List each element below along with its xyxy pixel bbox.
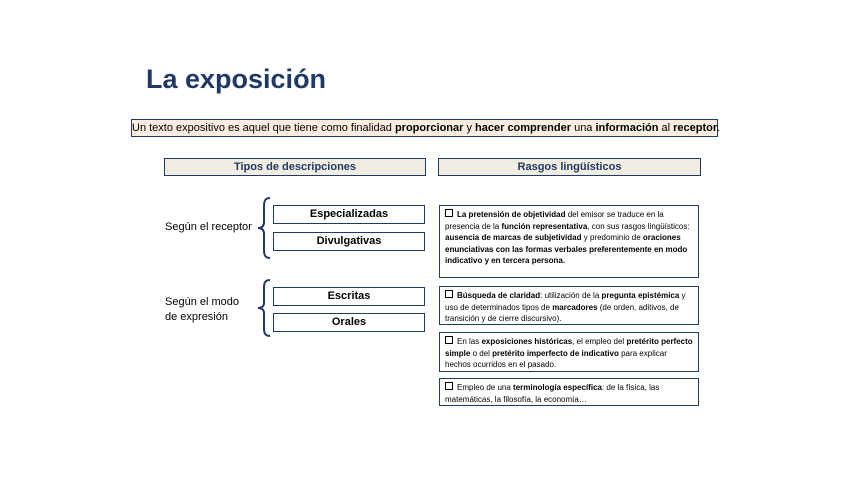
feature-bold: terminología específica [513, 383, 602, 392]
feature-bold: ausencia de marcas de subjetividad [445, 233, 582, 242]
definition-bold: receptor [673, 122, 718, 134]
definition-text: . [717, 122, 721, 134]
feature-bold: pretérito perfecto simple [445, 337, 693, 358]
feature-text: En las [457, 337, 482, 346]
type-escritas: Escritas [273, 287, 425, 306]
criterion-modo-line1: Según el modo [165, 296, 239, 308]
feature-text: y uso de determinados tipos de [445, 291, 686, 312]
feature-historicas [439, 332, 699, 372]
criterion-modo-line2: de expresión [165, 311, 228, 323]
feature-bold: pregunta epistémica [601, 291, 680, 300]
feature-text: : de la física, las matemáticas, la filosofía, la economía… [445, 383, 660, 404]
definition-box [131, 119, 721, 137]
checkbox-icon [445, 336, 453, 344]
criterion-modo [165, 295, 239, 325]
type-divulgativas: Divulgativas [273, 232, 425, 251]
feature-bold: función representativa [501, 221, 588, 231]
feature-text: para explicar hechos ocurridos en el pasado. [445, 348, 667, 369]
feature-objetividad [439, 205, 699, 278]
feature-bold: exposiciones históricas [481, 337, 573, 346]
feature-bold: oraciones enunciativas con las formas verbales preferentemente en modo indicativo y en tercera persona. [445, 233, 688, 265]
feature-terminologia [439, 378, 699, 406]
definition-bold: información [595, 122, 659, 134]
feature-text: : utilización de la [540, 291, 602, 300]
definition-text: al [658, 122, 674, 134]
checkbox-icon [445, 290, 453, 298]
definition-bold: proporcionar [394, 122, 464, 134]
feature-bold: Búsqueda de claridad [457, 291, 541, 300]
feature-text: , con sus rasgos lingüísticos: [587, 221, 690, 231]
feature-claridad [439, 286, 699, 325]
header-tipos: Tipos de descripciones [164, 158, 426, 176]
type-especializadas: Especializadas [273, 205, 425, 224]
feature-text: Empleo de una [457, 383, 514, 392]
feature-text: , el empleo del [572, 337, 627, 346]
feature-text: y predominio de [581, 233, 643, 242]
definition-text: una [571, 122, 596, 134]
feature-text: (de orden, aditivos, de transición y de cierre discursivo). [445, 302, 679, 323]
definition-text: y [463, 122, 476, 134]
definition-text: Un texto expositivo es aquel que tiene como finalidad [132, 122, 395, 134]
feature-bold: La pretensión de objetividad [457, 210, 566, 219]
definition-bold: hacer comprender [475, 122, 572, 134]
feature-text: del emisor se traduce en la presencia de la [445, 210, 664, 231]
feature-text: o del [470, 348, 493, 358]
checkbox-icon [445, 209, 453, 217]
feature-bold: pretérito imperfecto de indicativo [492, 348, 619, 358]
page-title: La exposición [146, 64, 327, 94]
feature-bold: marcadores [552, 302, 598, 312]
brace-receptor-icon [256, 196, 272, 260]
brace-modo-icon [256, 278, 272, 338]
criterion-receptor: Según el receptor [165, 221, 252, 233]
checkbox-icon [445, 382, 453, 390]
header-rasgos: Rasgos lingüísticos [438, 158, 701, 176]
type-orales: Orales [273, 313, 425, 332]
